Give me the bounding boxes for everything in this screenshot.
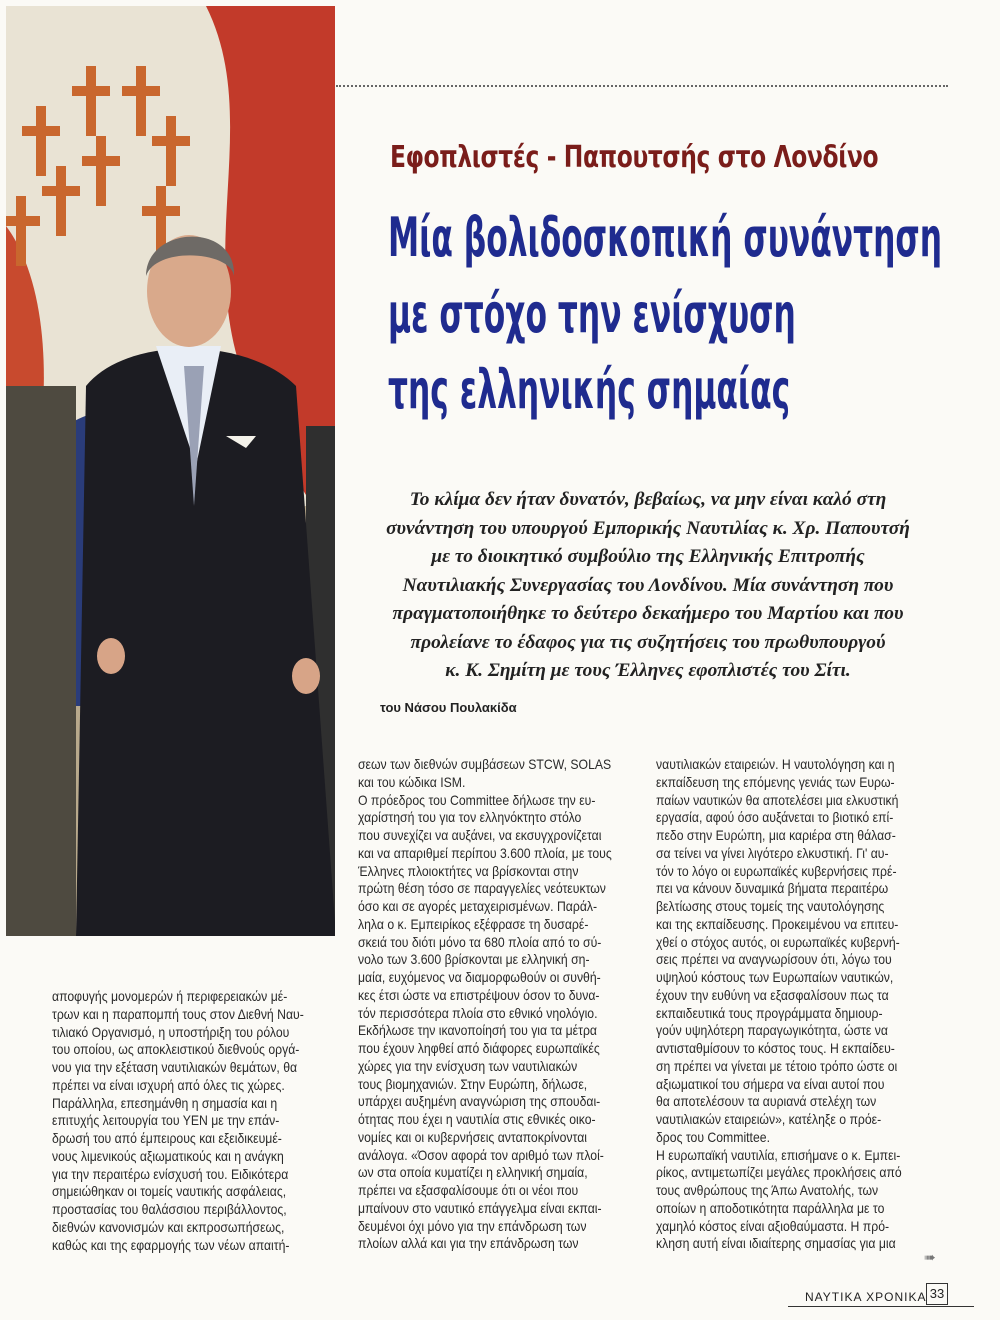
- body-column-3: [656, 756, 946, 1253]
- lead-line: συνάντηση του υπουργού Εμπορικής Ναυτιλίας κ. Χρ. Παπουτσή: [386, 517, 910, 539]
- body-text-line: διεθνών κανονισμών και εκπροσωπήσεως,: [52, 1219, 285, 1235]
- body-text-line: τρων και η παραπομπή τους στον Διεθνή Ναυ-: [52, 1006, 304, 1022]
- headline-line: Μία βολιδοσκοπική συνάντηση: [388, 206, 943, 269]
- body-text-line: ναυτιλιακών εταιρειών. Η ναυτολόγηση και η: [656, 757, 895, 772]
- body-text-line: υψηλού κόστους των Ευρωπαίων ναυτικών,: [656, 970, 894, 985]
- body-text-line: και να απαριθμεί περίπου 3.600 πλοία, με τους: [358, 845, 612, 861]
- body-text-line: αξιωματικοί του σήμερα να είναι αυτοί που: [656, 1076, 885, 1092]
- body-text-line: και της εκπαίδευσης. Προκειμένου να επιτευ-: [656, 916, 899, 932]
- body-text-line: Η ευρωπαϊκή ναυτιλία, επισήμανε ο κ. Εμπει-: [656, 1147, 901, 1163]
- body-text-line: Παράλληλα, επεσημάνθη η σημασία και η: [52, 1095, 278, 1111]
- body-text-line: επιτυχής λειτουργία του ΥΕΝ με την επάν-: [52, 1113, 280, 1129]
- article-lead: [378, 486, 918, 686]
- body-text-line: χαμηλό κόστος είναι αξιοθαύμαστα. Η πρό-: [656, 1218, 890, 1234]
- body-text-line: νου για την εξέταση ναυτιλιακών θεμάτων, θα: [52, 1060, 298, 1075]
- body-text-line: εκπαιδευτικά τους προγράμματα δημιουρ-: [656, 1005, 883, 1021]
- article-photo: [6, 6, 335, 936]
- body-text-line: ληλα ο κ. Εμπειρίκος εξέφρασε τη δυσαρέ-: [358, 916, 589, 932]
- body-text-line: πεδο στην Ευρώπη, μια καριέρα στη θάλασ-: [656, 828, 896, 843]
- body-text-line: οποίων η αποδοτικότητα παράλληλα με το: [656, 1200, 885, 1216]
- body-text-line: τους ανθρώπους της Άπω Ανατολής, των: [656, 1183, 879, 1198]
- body-text-line: μαία, ευχόμενος να διαμορφωθούν οι συνθή-: [358, 970, 601, 985]
- body-text-line: ότητας που έχει η ναυτιλία στις εθνικές οικο-: [358, 1112, 596, 1127]
- body-text-line: ναυτιλιακών εταιρειών», κατέληξε ο πρόε-: [656, 1112, 882, 1127]
- body-text-line: σεων των διεθνών συμβάσεων STCW, SOLAS: [358, 757, 612, 772]
- photo-illustration: [6, 6, 335, 936]
- body-text-line: υπάρχει αυξημένη αναγνώριση της σπουδαι-: [358, 1094, 601, 1110]
- headline-line: της ελληνικής σημαίας: [388, 358, 791, 421]
- body-text-line: Έλληνες πλοιοκτήτες να βρίσκονται στην: [358, 863, 579, 879]
- body-text-line: που συνεχίζει να αυξάνει, να εκσυγχρονίζεται: [358, 828, 602, 843]
- body-text-line: γούν υψηλότερη παραγωγικότητα, ώστε να: [656, 1023, 888, 1039]
- body-text-line: και του κώδικα ISM.: [358, 774, 466, 790]
- article-byline: του Νάσου Πουλακίδα: [380, 700, 517, 715]
- body-text-line: Εκδήλωσε την ικανοποίησή του για τα μέτρα: [358, 1023, 598, 1039]
- headline-line: με στόχο την ενίσχυση: [388, 282, 796, 345]
- footer-rule: [788, 1306, 974, 1307]
- lead-line: πραγματοποιήθηκε το δεύτερο δεκαήμερο του Μαρτίου και που: [392, 603, 904, 624]
- body-text-line: πρέπει να εξασφαλίσουμε ότι οι νέοι που: [358, 1183, 579, 1198]
- page-number: 33: [926, 1283, 948, 1305]
- body-text-line: νολο των 3.600 βρίσκονται με ελληνική ση-: [358, 952, 590, 968]
- body-text-line: δευμένοι όχι μόνο για την επάνδρωση των: [358, 1218, 587, 1234]
- article-headline: [388, 200, 943, 428]
- body-text-line: σεις πρέπει να αναγνωρίσουν ότι, λόγω του: [656, 952, 892, 968]
- publication-name: ΝΑΥΤΙΚΑ ΧΡΟΝΙΚΑ: [805, 1290, 927, 1304]
- body-text-line: εργασία, αφού όσο αυξάνεται το βιοτικό επί-: [656, 810, 894, 826]
- header-dotted-rule: [336, 85, 948, 87]
- body-text-line: τιλιακό Οργανισμό, η υποστήριξη του ρόλου: [52, 1024, 290, 1040]
- arrow-right-icon: ➠: [924, 1249, 936, 1265]
- body-text-line: Ο πρόεδρος του Committee δήλωσε την ευ-: [358, 792, 596, 808]
- lead-line: κ. Κ. Σημίτη με τους Έλληνες εφοπλιστές του Σίτι.: [445, 660, 851, 681]
- body-text-line: πρέπει να είναι ισχυρή από όλες τις χώρες.: [52, 1077, 285, 1093]
- body-text-line: τόν περισσότερα πλοία στο εθνικό νηολόγιο.: [358, 1005, 598, 1021]
- body-text-line: τους βιομηχανιών. Στην Ευρώπη, δήλωσε,: [358, 1076, 588, 1092]
- body-text-line: ανάλογα. «Όσον αφορά τον αριθμό των πλοί-: [358, 1147, 604, 1163]
- body-text-line: καθώς και της εφαρμογής των νέων απαιτή-: [52, 1237, 290, 1253]
- body-text-line: ση πρέπει να γίνεται με τέτοιο τρόπο ώστε οι: [656, 1058, 898, 1074]
- body-text-line: σα τείνει να γίνει λιγότερο ελκυστική. Γι' αυ-: [656, 845, 889, 861]
- body-text-line: νους λιμενικούς αξιωματικούς και η ανάγκη: [52, 1148, 284, 1164]
- body-text-line: τόν το λόγο οι ευρωπαϊκές κυβερνήσεις πρέ-: [656, 863, 897, 879]
- body-text-line: ων στα οποία κυματίζει η ελληνική σημαία,: [358, 1165, 588, 1181]
- body-text-line: κληση αυτή είναι ιδιαίτερης σημασίας για μια: [656, 1236, 896, 1252]
- article-kicker: Εφοπλιστές - Παπουτσής στο Λονδίνο: [390, 140, 879, 175]
- body-text-line: προστασίας του θαλάσσιου περιβάλλοντος,: [52, 1202, 287, 1217]
- body-text-line: θα αποτελέσουν τα αυριανά στελέχη των: [656, 1094, 877, 1110]
- lead-line: Το κλίμα δεν ήταν δυνατόν, βεβαίως, να μην είναι καλό στη: [409, 489, 887, 510]
- lead-line: με το διοικητικό συμβούλιο της Ελληνικής Επιτροπής: [431, 546, 865, 567]
- lead-line: προλείανε το έδαφος για τις συζητήσεις του πρωθυπουργού: [410, 631, 886, 653]
- body-column-1: [52, 988, 332, 1254]
- body-text-line: χώρες για την ενίσχυση των ναυτιλιακών: [358, 1058, 578, 1074]
- body-text-line: χθεί ο στόχος αυτός, οι ευρωπαϊκές κυβερνή-: [656, 934, 900, 950]
- body-text-line: δρος του Committee.: [656, 1129, 770, 1145]
- body-text-line: χαρίστησή του για τον ελληνόκτητο στόλο: [358, 810, 582, 826]
- body-text-line: πλοίων αλλά και για την επάνδρωση των: [358, 1236, 579, 1252]
- body-text-line: πρώτη θέση τόσο σε παραγγελίες νεότευκτων: [358, 881, 606, 897]
- body-text-line: σκειά του διότι μόνο τα 680 πλοία από το σύ-: [358, 934, 602, 950]
- body-text-line: παίων ναυτικών θα αποτελέσει μια ελκυστική: [656, 792, 899, 808]
- body-text-line: του οποίου, ως αποκλειστικού διεθνούς οργά-: [52, 1042, 300, 1058]
- body-text-line: όσο και σε αγορές μεταχειρισμένων. Παράλ-: [358, 899, 598, 914]
- body-text-line: αποφυγής μονομερών ή περιφερειακών μέ-: [52, 989, 288, 1004]
- body-text-line: βελτίωσης στους τομείς της ναυτολόγησης: [656, 899, 885, 914]
- body-text-line: νομίες και οι κυβερνήσεις ανταποκρίνονται: [358, 1129, 588, 1145]
- body-text-line: μπαίνουν στο ναυτικό επάγγελμα είναι εκπαι-: [358, 1200, 602, 1216]
- body-text-line: πει να κάνουν δυναμικά βήματα περαιτέρω: [656, 881, 889, 897]
- lead-line: Ναυτιλιακής Συνεργασίας του Λονδίνου. Μία συνάντηση που: [402, 574, 894, 596]
- body-text-line: που έχουν ληφθεί από διάφορες ευρωπαϊκές: [358, 1041, 600, 1056]
- body-text-line: αντισταθμίσουν το κόστος τους. Η εκπαίδευ-: [656, 1041, 895, 1056]
- body-text-line: δρωσή του από έμπειρους και εξειδικευμέ-: [52, 1131, 282, 1146]
- body-text-line: σημειώθηκαν οι τομείς ναυτικής ασφάλειας,: [52, 1184, 287, 1200]
- body-column-2: [358, 756, 638, 1253]
- body-text-line: κες έτσι ώστε να επιστρέψουν όσον το δυνα-: [358, 987, 600, 1003]
- body-text-line: έχουν την ευθύνη να εξασφαλίσουν πως τα: [656, 987, 889, 1003]
- body-text-line: ρίκος, αντιμετωπίζει μεγάλες προκλήσεις από: [656, 1165, 902, 1181]
- body-text-line: εκπαίδευση της επόμενης γενιάς των Ευρω-: [656, 774, 895, 790]
- body-text-line: για την περαιτέρω ενίσχυσή του. Ειδικότερα: [52, 1166, 289, 1182]
